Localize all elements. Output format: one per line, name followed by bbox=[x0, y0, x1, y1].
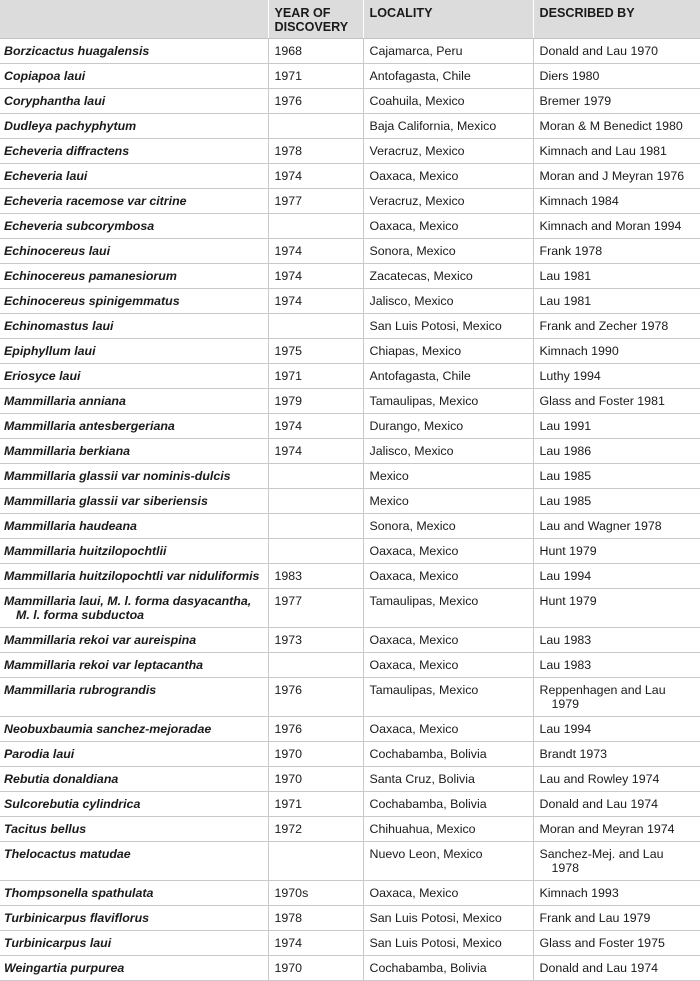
species-name-cell bbox=[0, 64, 268, 89]
described-by-cell-text: Brandt 1973 bbox=[539, 747, 608, 761]
species-name-cell-text: Mammillaria huitzilopochtlii bbox=[4, 544, 167, 558]
species-name-cell-text: Turbinicarpus laui bbox=[4, 936, 112, 950]
described-by-cell bbox=[533, 717, 700, 742]
described-by-cell-text: Lau 1981 bbox=[539, 294, 592, 308]
species-name-cell-text: Turbinicarpus flaviflorus bbox=[4, 911, 150, 925]
year-cell: 1978 bbox=[268, 906, 363, 931]
table-row bbox=[0, 314, 700, 339]
species-name-cell bbox=[0, 956, 268, 981]
locality-cell: Sonora, Mexico bbox=[363, 239, 533, 264]
locality-cell: Cochabamba, Bolivia bbox=[363, 792, 533, 817]
species-name-cell bbox=[0, 817, 268, 842]
locality-cell: Oaxaca, Mexico bbox=[363, 164, 533, 189]
species-name-cell bbox=[0, 214, 268, 239]
described-by-cell-text: Donald and Lau 1974 bbox=[539, 961, 659, 975]
species-name-cell bbox=[0, 514, 268, 539]
species-name-cell bbox=[0, 314, 268, 339]
described-by-cell bbox=[533, 628, 700, 653]
described-by-cell-text: Glass and Foster 1981 bbox=[539, 394, 665, 408]
table-row bbox=[0, 214, 700, 239]
table-row bbox=[0, 956, 700, 981]
described-by-cell-text: Moran and J Meyran 1976 bbox=[539, 169, 685, 183]
described-by-cell bbox=[533, 956, 700, 981]
locality-cell: Nuevo Leon, Mexico bbox=[363, 842, 533, 881]
described-by-cell-text: Diers 1980 bbox=[539, 69, 600, 83]
described-by-cell bbox=[533, 489, 700, 514]
table-row bbox=[0, 364, 700, 389]
species-name-cell-text: Rebutia donaldiana bbox=[4, 772, 119, 786]
table-row bbox=[0, 628, 700, 653]
year-cell: 1970 bbox=[268, 767, 363, 792]
locality-cell: Baja California, Mexico bbox=[363, 114, 533, 139]
table-row bbox=[0, 742, 700, 767]
locality-cell: Oaxaca, Mexico bbox=[363, 539, 533, 564]
described-by-cell-text: Hunt 1979 bbox=[539, 544, 597, 558]
year-cell: 1971 bbox=[268, 792, 363, 817]
species-name-cell-text: Echeveria racemose var citrine bbox=[4, 194, 187, 208]
year-cell: 1974 bbox=[268, 264, 363, 289]
year-cell bbox=[268, 464, 363, 489]
table-row bbox=[0, 339, 700, 364]
locality-cell: Chiapas, Mexico bbox=[363, 339, 533, 364]
table-row bbox=[0, 489, 700, 514]
table-row bbox=[0, 792, 700, 817]
described-by-cell-text: Frank and Zecher 1978 bbox=[539, 319, 669, 333]
described-by-cell-text: Donald and Lau 1974 bbox=[539, 797, 659, 811]
described-by-cell bbox=[533, 389, 700, 414]
species-name-cell-text: Tacitus bellus bbox=[4, 822, 87, 836]
table-row bbox=[0, 678, 700, 717]
year-cell: 1971 bbox=[268, 64, 363, 89]
species-name-cell bbox=[0, 792, 268, 817]
locality-cell: Veracruz, Mexico bbox=[363, 139, 533, 164]
described-by-cell-text: Lau 1981 bbox=[539, 269, 592, 283]
described-by-cell bbox=[533, 339, 700, 364]
described-by-cell-text: Lau 1994 bbox=[539, 569, 592, 583]
described-by-cell bbox=[533, 439, 700, 464]
described-by-cell-text: Lau 1983 bbox=[539, 658, 592, 672]
described-by-cell bbox=[533, 539, 700, 564]
year-cell bbox=[268, 114, 363, 139]
species-name-cell bbox=[0, 264, 268, 289]
species-name-cell bbox=[0, 539, 268, 564]
species-name-cell bbox=[0, 289, 268, 314]
described-by-cell-text: Kimnach 1984 bbox=[539, 194, 619, 208]
species-name-cell bbox=[0, 339, 268, 364]
described-by-cell-text: Frank and Lau 1979 bbox=[539, 911, 651, 925]
species-name-cell-text: Thelocactus matudae bbox=[4, 847, 131, 861]
table-row bbox=[0, 564, 700, 589]
locality-cell: Mexico bbox=[363, 464, 533, 489]
locality-cell: Antofagasta, Chile bbox=[363, 64, 533, 89]
described-by-cell bbox=[533, 114, 700, 139]
year-cell bbox=[268, 489, 363, 514]
year-cell: 1974 bbox=[268, 414, 363, 439]
locality-cell: Oaxaca, Mexico bbox=[363, 628, 533, 653]
species-name-cell-text: Weingartia purpurea bbox=[4, 961, 125, 975]
described-by-cell bbox=[533, 842, 700, 881]
species-name-cell bbox=[0, 589, 268, 628]
species-name-cell bbox=[0, 389, 268, 414]
year-cell bbox=[268, 314, 363, 339]
described-by-cell bbox=[533, 214, 700, 239]
described-by-cell-text: Kimnach 1990 bbox=[539, 344, 619, 358]
year-cell: 1974 bbox=[268, 164, 363, 189]
year-cell: 1979 bbox=[268, 389, 363, 414]
table-row bbox=[0, 539, 700, 564]
species-name-cell-text: Echeveria laui bbox=[4, 169, 88, 183]
species-name-cell-text: Echinomastus laui bbox=[4, 319, 114, 333]
table-row bbox=[0, 139, 700, 164]
year-cell: 1968 bbox=[268, 39, 363, 64]
table-row bbox=[0, 589, 700, 628]
table-row bbox=[0, 414, 700, 439]
locality-cell: Zacatecas, Mexico bbox=[363, 264, 533, 289]
described-by-cell bbox=[533, 564, 700, 589]
locality-cell: San Luis Potosi, Mexico bbox=[363, 314, 533, 339]
species-name-cell bbox=[0, 564, 268, 589]
species-name-cell bbox=[0, 464, 268, 489]
year-cell bbox=[268, 653, 363, 678]
described-by-cell-text: Sanchez-Mej. and Lau 1978 bbox=[539, 847, 664, 875]
locality-cell: Tamaulipas, Mexico bbox=[363, 389, 533, 414]
described-by-cell-text: Kimnach and Moran 1994 bbox=[539, 219, 682, 233]
species-name-cell-text: Echinocereus laui bbox=[4, 244, 111, 258]
described-by-cell-text: Luthy 1994 bbox=[539, 369, 601, 383]
species-name-cell-text: Eriosyce laui bbox=[4, 369, 81, 383]
table-row bbox=[0, 842, 700, 881]
species-name-cell-text: Coryphantha laui bbox=[4, 94, 106, 108]
locality-cell: Jalisco, Mexico bbox=[363, 439, 533, 464]
year-cell: 1971 bbox=[268, 364, 363, 389]
species-name-cell-text: Copiapoa laui bbox=[4, 69, 86, 83]
year-cell bbox=[268, 514, 363, 539]
described-by-cell bbox=[533, 514, 700, 539]
table-row bbox=[0, 767, 700, 792]
table-row bbox=[0, 906, 700, 931]
locality-cell: Chihuahua, Mexico bbox=[363, 817, 533, 842]
year-cell: 1978 bbox=[268, 139, 363, 164]
described-by-cell bbox=[533, 164, 700, 189]
described-by-cell bbox=[533, 139, 700, 164]
species-name-cell bbox=[0, 742, 268, 767]
described-by-cell bbox=[533, 881, 700, 906]
table-row bbox=[0, 881, 700, 906]
locality-cell: San Luis Potosi, Mexico bbox=[363, 906, 533, 931]
locality-cell: Cochabamba, Bolivia bbox=[363, 742, 533, 767]
table-header bbox=[0, 0, 700, 39]
described-by-cell-text: Lau 1994 bbox=[539, 722, 592, 736]
described-by-cell bbox=[533, 39, 700, 64]
described-by-cell-text: Bremer 1979 bbox=[539, 94, 612, 108]
species-name-cell bbox=[0, 164, 268, 189]
species-name-cell-text: Neobuxbaumia sanchez-mejoradae bbox=[4, 722, 212, 736]
species-name-cell-text: Thompsonella spathulata bbox=[4, 886, 154, 900]
locality-cell: Veracruz, Mexico bbox=[363, 189, 533, 214]
described-by-cell bbox=[533, 64, 700, 89]
species-name-cell-text: Mammillaria rekoi var aureispina bbox=[4, 633, 197, 647]
locality-cell: Oaxaca, Mexico bbox=[363, 653, 533, 678]
species-name-cell bbox=[0, 189, 268, 214]
table-row bbox=[0, 39, 700, 64]
table-body bbox=[0, 39, 700, 981]
species-name-cell-text: Parodia laui bbox=[4, 747, 75, 761]
year-cell: 1974 bbox=[268, 239, 363, 264]
locality-cell: Oaxaca, Mexico bbox=[363, 214, 533, 239]
locality-cell: San Luis Potosi, Mexico bbox=[363, 931, 533, 956]
species-name-cell-text: Mammillaria glassii var nominis-dulcis bbox=[4, 469, 231, 483]
table-row bbox=[0, 439, 700, 464]
species-name-cell bbox=[0, 653, 268, 678]
year-cell: 1976 bbox=[268, 678, 363, 717]
year-cell: 1970 bbox=[268, 956, 363, 981]
table-row bbox=[0, 514, 700, 539]
year-cell: 1973 bbox=[268, 628, 363, 653]
year-cell: 1976 bbox=[268, 717, 363, 742]
described-by-cell bbox=[533, 589, 700, 628]
species-name-cell-text: Mammillaria anniana bbox=[4, 394, 126, 408]
locality-cell: Cajamarca, Peru bbox=[363, 39, 533, 64]
described-by-cell-text: Lau 1991 bbox=[539, 419, 592, 433]
locality-cell: Antofagasta, Chile bbox=[363, 364, 533, 389]
described-by-cell-text: Reppenhagen and Lau 1979 bbox=[539, 683, 666, 711]
species-name-cell bbox=[0, 414, 268, 439]
described-by-cell-text: Donald and Lau 1970 bbox=[539, 44, 659, 58]
locality-cell: Durango, Mexico bbox=[363, 414, 533, 439]
species-name-cell bbox=[0, 114, 268, 139]
locality-cell: Sonora, Mexico bbox=[363, 514, 533, 539]
year-cell: 1976 bbox=[268, 89, 363, 114]
described-by-cell bbox=[533, 414, 700, 439]
species-name-cell bbox=[0, 906, 268, 931]
year-cell: 1983 bbox=[268, 564, 363, 589]
year-cell: 1974 bbox=[268, 439, 363, 464]
described-by-cell-text: Lau 1983 bbox=[539, 633, 592, 647]
table-row bbox=[0, 114, 700, 139]
described-by-cell bbox=[533, 264, 700, 289]
species-name-cell-text: Mammillaria antesbergeriana bbox=[4, 419, 175, 433]
species-name-cell-text: Sulcorebutia cylindrica bbox=[4, 797, 141, 811]
year-cell bbox=[268, 539, 363, 564]
table-row bbox=[0, 89, 700, 114]
species-name-cell bbox=[0, 489, 268, 514]
year-cell: 1974 bbox=[268, 289, 363, 314]
header-locality: LOCALITY bbox=[363, 0, 533, 39]
described-by-cell bbox=[533, 364, 700, 389]
header-described-by: DESCRIBED BY bbox=[533, 0, 700, 39]
described-by-cell-text: Moran and Meyran 1974 bbox=[539, 822, 675, 836]
table-row bbox=[0, 389, 700, 414]
table-row bbox=[0, 264, 700, 289]
locality-cell: Oaxaca, Mexico bbox=[363, 717, 533, 742]
table-row bbox=[0, 817, 700, 842]
species-name-cell-text: Borzicactus huagalensis bbox=[4, 44, 150, 58]
table-row bbox=[0, 464, 700, 489]
year-cell: 1970s bbox=[268, 881, 363, 906]
described-by-cell bbox=[533, 464, 700, 489]
table-row bbox=[0, 289, 700, 314]
species-name-cell bbox=[0, 139, 268, 164]
described-by-cell bbox=[533, 906, 700, 931]
header-year: YEAR OF DISCOVERY bbox=[268, 0, 363, 39]
species-name-cell bbox=[0, 881, 268, 906]
header-name bbox=[0, 0, 268, 39]
species-name-cell-text: Mammillaria glassii var siberiensis bbox=[4, 494, 208, 508]
locality-cell: Tamaulipas, Mexico bbox=[363, 589, 533, 628]
described-by-cell-text: Kimnach 1993 bbox=[539, 886, 619, 900]
locality-cell: Jalisco, Mexico bbox=[363, 289, 533, 314]
described-by-cell-text: Lau 1985 bbox=[539, 494, 592, 508]
described-by-cell bbox=[533, 742, 700, 767]
table-row bbox=[0, 931, 700, 956]
species-name-cell-text: Mammillaria berkiana bbox=[4, 444, 131, 458]
table-row bbox=[0, 239, 700, 264]
described-by-cell-text: Lau and Rowley 1974 bbox=[539, 772, 660, 786]
species-name-cell-text: Echeveria diffractens bbox=[4, 144, 130, 158]
year-cell: 1977 bbox=[268, 189, 363, 214]
species-name-cell bbox=[0, 39, 268, 64]
described-by-cell-text: Hunt 1979 bbox=[539, 594, 597, 608]
described-by-cell bbox=[533, 89, 700, 114]
species-name-cell-text: Mammillaria haudeana bbox=[4, 519, 137, 533]
described-by-cell-text: Kimnach and Lau 1981 bbox=[539, 144, 667, 158]
described-by-cell-text: Lau 1986 bbox=[539, 444, 592, 458]
locality-cell: Cochabamba, Bolivia bbox=[363, 956, 533, 981]
year-cell: 1977 bbox=[268, 589, 363, 628]
species-name-cell bbox=[0, 678, 268, 717]
table-row bbox=[0, 717, 700, 742]
table-row bbox=[0, 64, 700, 89]
described-by-cell bbox=[533, 189, 700, 214]
described-by-cell bbox=[533, 314, 700, 339]
described-by-cell bbox=[533, 767, 700, 792]
described-by-cell bbox=[533, 239, 700, 264]
described-by-cell-text: Lau 1985 bbox=[539, 469, 592, 483]
described-by-cell bbox=[533, 792, 700, 817]
species-name-cell-text: Mammillaria rekoi var leptacantha bbox=[4, 658, 204, 672]
year-cell: 1970 bbox=[268, 742, 363, 767]
species-name-cell-text: Dudleya pachyphytum bbox=[4, 119, 137, 133]
described-by-cell-text: Glass and Foster 1975 bbox=[539, 936, 665, 950]
described-by-cell-text: Lau and Wagner 1978 bbox=[539, 519, 662, 533]
species-name-cell-text: Epiphyllum laui bbox=[4, 344, 96, 358]
species-name-cell bbox=[0, 717, 268, 742]
species-name-cell bbox=[0, 931, 268, 956]
locality-cell: Oaxaca, Mexico bbox=[363, 881, 533, 906]
species-name-cell-text: Mammillaria rubrograndis bbox=[4, 683, 157, 697]
species-name-cell bbox=[0, 767, 268, 792]
year-cell bbox=[268, 842, 363, 881]
species-name-cell-text: Mammillaria laui, M. l. forma dasyacantha, M. l. forma subductoa bbox=[4, 594, 252, 622]
locality-cell: Oaxaca, Mexico bbox=[363, 564, 533, 589]
table-row bbox=[0, 164, 700, 189]
species-name-cell bbox=[0, 628, 268, 653]
described-by-cell bbox=[533, 817, 700, 842]
species-name-cell bbox=[0, 842, 268, 881]
year-cell: 1972 bbox=[268, 817, 363, 842]
species-name-cell-text: Echinocereus pamanesiorum bbox=[4, 269, 177, 283]
described-by-cell bbox=[533, 931, 700, 956]
species-name-cell bbox=[0, 364, 268, 389]
year-cell bbox=[268, 214, 363, 239]
year-cell: 1974 bbox=[268, 931, 363, 956]
locality-cell: Tamaulipas, Mexico bbox=[363, 678, 533, 717]
species-name-cell-text: Mammillaria huitzilopochtli var niduliformis bbox=[4, 569, 260, 583]
described-by-cell bbox=[533, 678, 700, 717]
species-name-cell bbox=[0, 89, 268, 114]
locality-cell: Santa Cruz, Bolivia bbox=[363, 767, 533, 792]
locality-cell: Mexico bbox=[363, 489, 533, 514]
species-name-cell-text: Echeveria subcorymbosa bbox=[4, 219, 155, 233]
species-name-cell-text: Echinocereus spinigemmatus bbox=[4, 294, 180, 308]
described-by-cell bbox=[533, 289, 700, 314]
described-by-cell-text: Frank 1978 bbox=[539, 244, 603, 258]
year-cell: 1975 bbox=[268, 339, 363, 364]
table-row bbox=[0, 653, 700, 678]
locality-cell: Coahuila, Mexico bbox=[363, 89, 533, 114]
described-by-cell-text: Moran & M Benedict 1980 bbox=[539, 119, 683, 133]
described-by-cell bbox=[533, 653, 700, 678]
species-name-cell bbox=[0, 239, 268, 264]
table-row bbox=[0, 189, 700, 214]
header-row bbox=[0, 0, 700, 39]
species-name-cell bbox=[0, 439, 268, 464]
